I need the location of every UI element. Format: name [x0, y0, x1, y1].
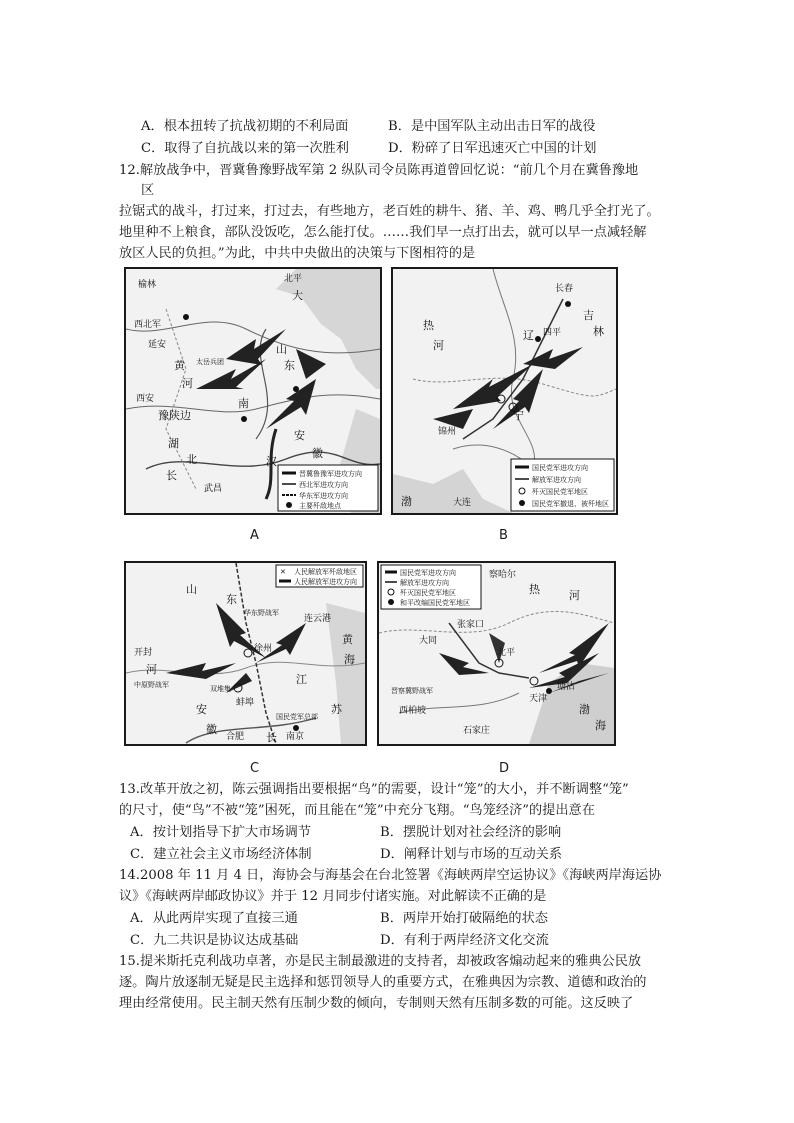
q13-option-b: B．摆脱计划对社会经济的影响 [380, 825, 562, 840]
q14-option-a: A．从此两岸实现了直接三通 [130, 911, 298, 926]
map-b-drawing [393, 269, 616, 513]
map-d-legend-3: 歼灭国民党军地区 [400, 589, 456, 597]
map-a-label-he: 河 [182, 377, 193, 390]
map-c-legend-x: ✕ [280, 568, 286, 576]
q14-option-d: D．有利于两岸经济文化交流 [380, 933, 549, 948]
q15-line-2: 逐。陶片放逐制无疑是民主选择和惩罚领导人的重要方式，在雅典因为宗教、道德和政治的 [119, 975, 647, 990]
map-b-label-jinzhou: 锦州 [438, 427, 457, 437]
q11-option-d: D．粉碎了日军迅速灭亡中国的计划 [388, 141, 597, 156]
map-c-drawing [126, 563, 365, 744]
map-a-drawing [126, 269, 380, 513]
map-c-label-bengbu: 蚌埠 [236, 698, 255, 708]
map-c-label-an: 安 [196, 703, 207, 716]
map-a-label-yanan: 延安 [148, 340, 167, 350]
map-c-label-huadong: 华东野战军 [244, 609, 279, 617]
map-c-label-su: 苏 [331, 703, 342, 716]
q12-line-2: 拉锯式的战斗，打过来，打过去，有些地方，老百姓的耕牛、猪、羊、鸡、鸭几乎全打光了。 [119, 204, 660, 219]
map-a-label-hui: 徽 [312, 447, 323, 460]
map-a-caption: A [250, 528, 259, 543]
q14-line-1: 14.2008 年 11 月 4 日，海协会与海基会在台北签署《海峡两岸空运协议》《海峡两岸海运协 [119, 868, 662, 883]
map-a-label-an: 安 [294, 429, 305, 442]
map-a-legend-3: 华东军进攻方向 [299, 492, 348, 500]
map-d-legend-1: 国民党军进攻方向 [400, 569, 456, 577]
map-b-legend-3: 歼灭国民党军地区 [532, 488, 588, 496]
q11-option-b: B．是中国军队主动出击日军的战役 [388, 119, 596, 134]
map-b-legend-2: 解放军进攻方向 [532, 476, 581, 484]
q13-option-c: C．建立社会主义市场经济体制 [130, 847, 312, 862]
q15-line-1: 15.提米斯托克利战功卓著，亦是民主制最激进的支持者，却被政客煽动起来的雅典公民放 [119, 954, 642, 969]
map-c-label-kaifeng: 开封 [134, 648, 153, 658]
map-a-legend-2: 西北军进攻方向 [299, 481, 348, 489]
map-a-label-dong: 东 [284, 359, 295, 372]
map-c-legend-2: 人民解放军进攻方向 [294, 578, 357, 586]
map-d-drawing [379, 563, 614, 744]
map-a-label-xian: 西安 [136, 394, 155, 404]
map-a-label-da: 大 [292, 289, 303, 302]
q13-option-a: A．按计划指导下扩大市场调节 [130, 825, 311, 840]
map-c-label-jiang: 江 [296, 673, 307, 686]
map-a-label-beiping: 北平 [284, 274, 303, 284]
map-c-label-nanjing: 南京 [286, 732, 305, 742]
map-a-label-shan: 山 [276, 343, 287, 356]
q13-line-1: 13.改革开放之初，陈云强调指出要根据“鸟”的需要，设计“笼”的大小，并不断调整“笼” [119, 782, 629, 797]
map-a-label-taiyue: 太岳兵团 [196, 358, 224, 366]
map-d-caption: D [499, 761, 510, 776]
map-a-label-xibeijun: 西北军 [134, 320, 162, 330]
map-b-label-bo: 渤 [401, 495, 412, 508]
q14-option-b: B．两岸开始打破隔绝的状态 [380, 911, 548, 926]
map-d-label-tanggu: 塘沽 [557, 682, 576, 692]
q11-option-a: A．根本扭转了抗战初期的不利局面 [141, 119, 349, 134]
map-b-legend-1: 国民党军进攻方向 [532, 464, 588, 472]
map-c-label-hai: 海 [344, 653, 355, 666]
map-a-label-nan: 南 [238, 397, 249, 410]
map-c-label-chang: 长 [266, 731, 277, 744]
map-c-label-shuangduiji: 双堆集 [210, 685, 231, 693]
map-a-label-yulin: 榆林 [138, 280, 157, 290]
map-d-label-xibaipo: 西柏坡 [399, 706, 427, 716]
map-c-label-gmd-hq: 国民党军总部 [276, 713, 318, 721]
map-b-label-re: 热 [423, 319, 434, 332]
map-c-label-hefei: 合肥 [226, 732, 245, 742]
q12-line-1: 12.解放战争中，晋冀鲁豫野战军第 2 纵队司令员陈再道曾回忆说：“前几个月在冀鲁豫地 [119, 163, 639, 178]
map-c-label-lianyungang: 连云港 [304, 614, 332, 624]
map-c-label-huang: 黄 [342, 633, 353, 646]
map-a-label-wuchang: 武昌 [204, 484, 223, 494]
map-b-legend-4: 国民党军撤退、被歼地区 [532, 500, 609, 508]
map-d-label-beiping: 北平 [497, 648, 516, 658]
map-d-label-he: 河 [569, 589, 580, 602]
map-a-label-han: 汉 [266, 455, 277, 468]
map-d-label-datong: 大同 [419, 636, 438, 646]
map-c-label-shan: 山 [186, 583, 197, 596]
map-c-label-dong: 东 [226, 593, 237, 606]
map-b-label-dalian: 大连 [453, 498, 472, 508]
q12-line-4: 放区人民的负担。”为此，中共中央做出的决策与下图相符的是 [119, 246, 476, 261]
q14-line-2: 议》《海峡两岸邮政协议》并于 12 月同步付诸实施。对此解读不正确的是 [119, 889, 547, 904]
map-c-label-he: 河 [146, 663, 157, 676]
map-b-label-changchun: 长春 [555, 284, 574, 294]
map-d-label-tianjin: 天津 [529, 694, 548, 704]
map-c-label-xuzhou: 徐州 [254, 644, 273, 654]
map-b-label-siping: 四平 [543, 328, 562, 338]
q13-line-2: 的尺寸，使“鸟”不被“笼”困死，而且能在“笼”中充分飞翔。“鸟笼经济”的提出意在 [119, 803, 595, 818]
map-d [377, 561, 616, 746]
map-b-label-ning: 宁 [513, 409, 524, 422]
q12-line-1b: 区 [141, 183, 155, 198]
map-b-label-liao: 辽 [523, 329, 534, 342]
map-c-caption: C [250, 761, 260, 776]
q11-option-c: C．取得了自抗战以来的第一次胜利 [141, 141, 349, 156]
map-c [124, 561, 367, 746]
q14-option-c: C．九二共识是协议达成基础 [130, 933, 299, 948]
q12-line-3: 地里种不上粮食，部队没饭吃，怎么能打仗。……我们早一点打出去，就可以早一点减轻解 [119, 225, 647, 240]
map-c-label-hui: 徽 [206, 723, 217, 736]
map-d-label-shijiazhuang: 石家庄 [463, 726, 491, 736]
map-d-label-hai: 海 [595, 719, 606, 732]
map-a-label-yushanbian: 豫陕边 [158, 409, 191, 422]
map-d-label-zhangjiakou: 张家口 [457, 620, 485, 630]
map-d-label-re: 热 [529, 583, 540, 596]
map-a-legend-1: 晋冀鲁豫军进攻方向 [299, 470, 362, 478]
map-b-caption: B [499, 528, 508, 543]
map-d-label-jinchaji: 晋察冀野战军 [391, 687, 433, 695]
map-d-legend-4: 和平改编国民党军地区 [400, 599, 470, 607]
map-d-label-bo: 渤 [579, 703, 590, 716]
map-a [124, 267, 382, 515]
map-a-label-chang: 长 [166, 469, 177, 482]
map-c-legend-1: 人民解放军歼敌地区 [294, 568, 357, 576]
q15-line-3: 理由经常使用。民主制天然有压制少数的倾向，专制则天然有压制多数的可能。这反映了 [119, 996, 634, 1011]
map-a-label-bei: 北 [186, 453, 197, 466]
map-a-label-huang: 黄 [174, 359, 185, 372]
map-d-legend-2: 解放军进攻方向 [400, 579, 449, 587]
map-b-label-ji: 吉 [583, 309, 594, 322]
q13-option-d: D．阐释计划与市场的互动关系 [380, 847, 563, 862]
map-b-label-lin: 林 [593, 325, 604, 338]
map-a-label-hu: 湖 [168, 437, 179, 450]
map-b-label-he: 河 [433, 339, 444, 352]
map-a-legend-4: 主要歼敌地点 [299, 502, 341, 510]
map-c-label-zhongyuan: 中原野战军 [134, 681, 169, 689]
map-d-label-chahaer: 察哈尔 [489, 570, 517, 580]
map-b [391, 267, 618, 515]
